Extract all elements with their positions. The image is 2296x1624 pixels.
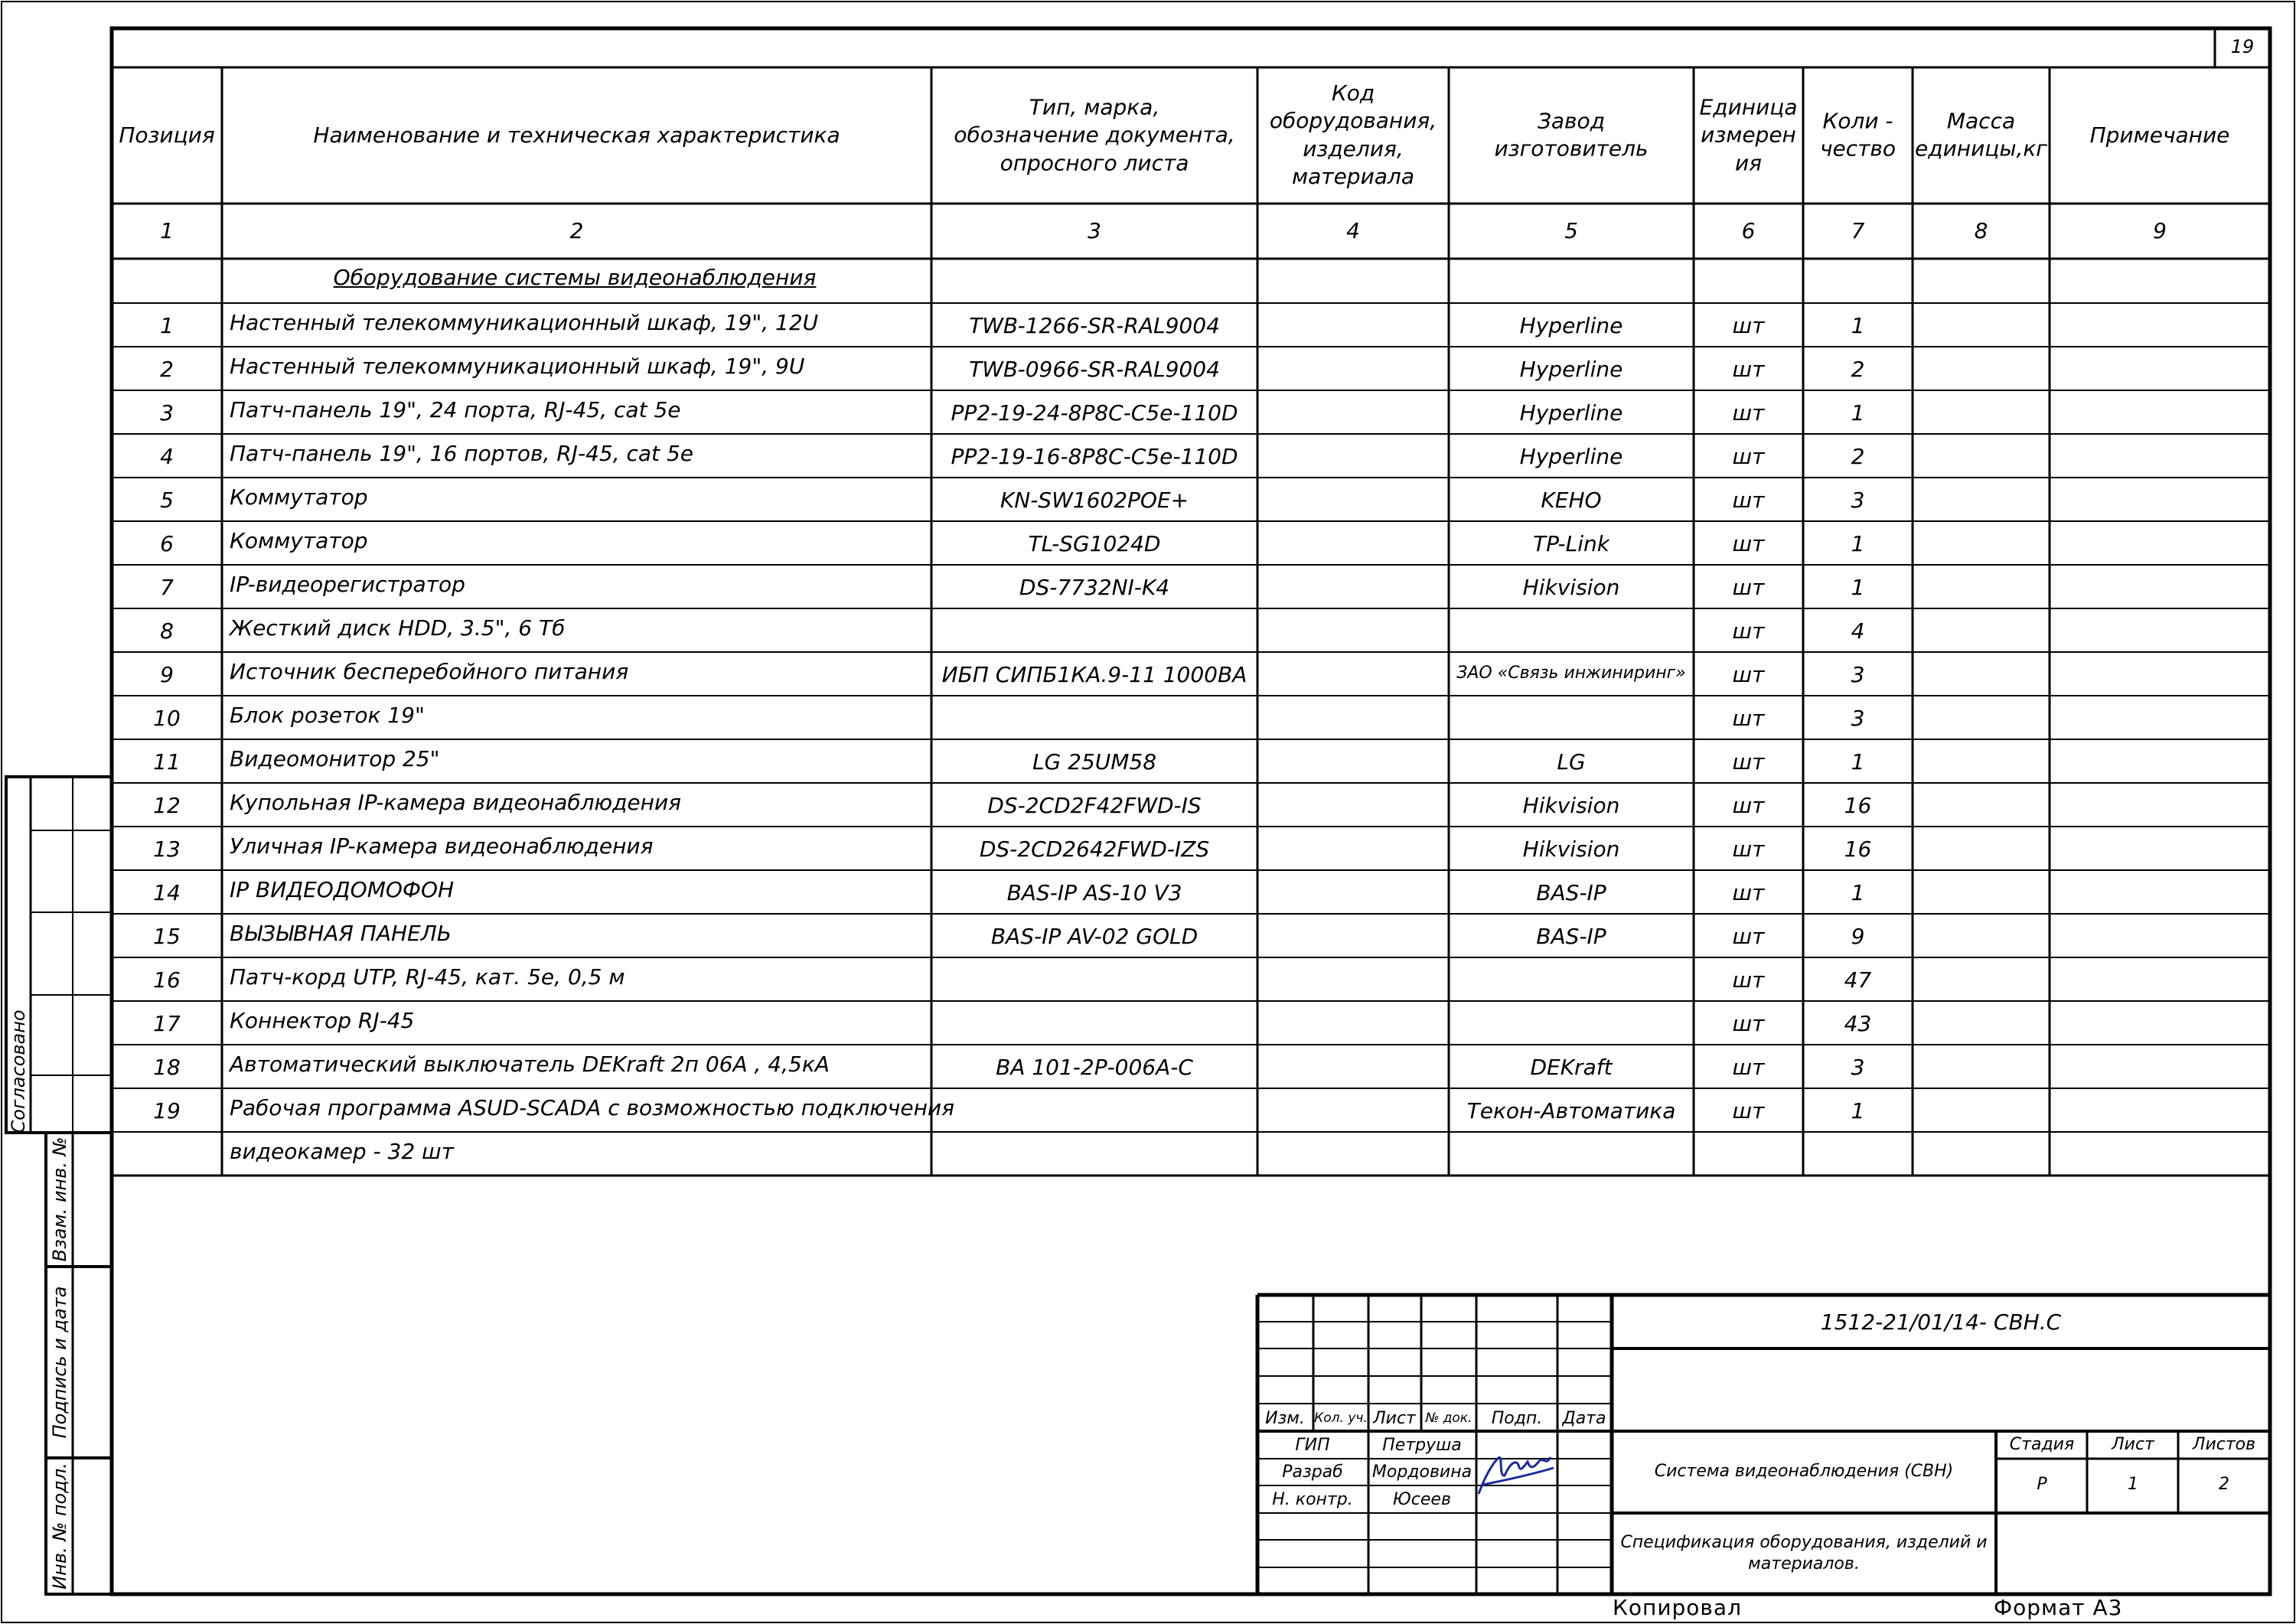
cell-unit: шт	[1732, 749, 1765, 774]
cell-unit: шт	[1732, 1055, 1765, 1080]
name-gip: Петруша	[1382, 1436, 1462, 1455]
column-header-3: Тип, марка, обозначение документа, опросного листа	[954, 94, 1235, 176]
cell-type: BAS-IP AV-02 GOLD	[990, 924, 1199, 949]
column-header-6: Единица измерен ия	[1699, 94, 1798, 176]
cell-unit: шт	[1732, 793, 1765, 818]
column-number-9: 9	[2153, 218, 2167, 243]
cell-pos: 9	[160, 662, 174, 687]
cell-unit: шт	[1732, 1098, 1765, 1123]
cell-type: ВА 101-2Р-006А-С	[996, 1055, 1193, 1080]
cell-qty: 43	[1844, 1011, 1872, 1036]
cell-maker: Hyperline	[1519, 444, 1623, 469]
hdr-izm: Изм.	[1265, 1409, 1305, 1428]
cell-unit: шт	[1732, 575, 1765, 600]
cell-type: TL-SG1024D	[1028, 531, 1161, 556]
name-razrab: Мордовина	[1371, 1463, 1473, 1482]
cell-name: Патч-корд UTP, RJ-45, кат. 5е, 0,5 м	[230, 964, 625, 990]
cell-qty: 4	[1851, 618, 1865, 644]
cell-unit: шт	[1732, 618, 1765, 644]
cell-pos: 14	[153, 880, 181, 905]
cell-unit: шт	[1732, 662, 1765, 687]
cell-name: видеокамер - 32 шт	[230, 1139, 454, 1164]
cell-name: Уличная IP-камера видеонаблюдения	[230, 833, 654, 859]
cell-qty: 9	[1851, 924, 1865, 949]
cell-maker: TP-Link	[1533, 531, 1609, 556]
cell-unit: шт	[1732, 880, 1765, 905]
sheet-label: Лист	[2112, 1435, 2154, 1454]
sign-date-label: Подпись и дата	[49, 1286, 70, 1439]
cell-name: Коммутатор	[230, 484, 368, 510]
cell-name: Патч-панель 19", 16 портов, RJ-45, cat 5e	[230, 441, 693, 466]
cell-name: Рабочая программа ASUD-SCADA с возможностью подключения	[230, 1095, 954, 1120]
cell-qty: 1	[1851, 313, 1865, 338]
cell-type: PP2-19-16-8P8C-C5e-110D	[951, 444, 1238, 469]
cell-name: IP ВИДЕОДОМОФОН	[230, 877, 455, 902]
cell-qty: 47	[1844, 967, 1872, 993]
column-header-1: Позиция	[119, 122, 215, 148]
cell-pos: 11	[153, 749, 181, 774]
cell-name: Настенный телекоммуникационный шкаф, 19", 9U	[230, 354, 805, 379]
column-number-6: 6	[1741, 218, 1756, 243]
cell-unit: шт	[1732, 836, 1765, 862]
cell-pos: 1	[160, 313, 174, 338]
cell-name: IP-видеорегистратор	[230, 572, 465, 597]
cell-unit: шт	[1732, 313, 1765, 338]
cell-type: TWB-0966-SR-RAL9004	[969, 357, 1220, 382]
cell-name: Источник бесперебойного питания	[230, 659, 629, 684]
column-number-3: 3	[1088, 218, 1101, 243]
cell-qty: 1	[1851, 575, 1865, 600]
copied-label: Копировал	[1613, 1595, 1742, 1620]
doc-code: 1512-21/01/14- СВН.С	[1820, 1309, 2062, 1335]
replace-inv-label: Взам. инв. №	[49, 1136, 70, 1262]
cell-unit: шт	[1732, 488, 1765, 513]
cell-type: DS-2CD2642FWD-IZS	[979, 836, 1210, 862]
cell-type: KN-SW1602POE+	[1000, 488, 1189, 513]
cell-pos: 17	[153, 1011, 181, 1036]
cell-pos: 10	[153, 706, 181, 731]
inv-orig-label: Инв. № подл.	[49, 1463, 70, 1590]
cell-pos: 7	[160, 575, 174, 600]
role-gip: ГИП	[1295, 1436, 1330, 1455]
cell-maker: Hyperline	[1519, 313, 1623, 338]
sheet-number: 19	[2230, 36, 2255, 57]
cell-pos: 15	[153, 924, 181, 949]
sheets-value: 2	[2219, 1475, 2229, 1494]
cell-maker: ЗАО «Связь инжиниринг»	[1456, 664, 1686, 683]
cell-unit: шт	[1732, 706, 1765, 731]
cell-maker: Hikvision	[1522, 575, 1620, 600]
cell-name: Настенный телекоммуникационный шкаф, 19", 12U	[230, 310, 819, 335]
cell-unit: шт	[1732, 924, 1765, 949]
cell-unit: шт	[1732, 531, 1765, 556]
sheets-label: Листов	[2192, 1435, 2256, 1454]
cell-maker: Hyperline	[1519, 400, 1623, 426]
column-header-8: Масса единицы,кг	[1915, 108, 2047, 161]
hdr-kol: Кол. уч.	[1314, 1410, 1368, 1426]
cell-type: TWB-1266-SR-RAL9004	[969, 313, 1220, 338]
cell-pos: 18	[153, 1055, 181, 1080]
hdr-date: Дата	[1562, 1409, 1606, 1428]
cell-pos: 3	[160, 400, 174, 426]
signature	[1479, 1457, 1554, 1494]
cell-pos: 6	[160, 531, 174, 556]
name-nkontr: Юсеев	[1393, 1490, 1451, 1509]
system-name: Система видеонаблюдения (СВН)	[1654, 1462, 1954, 1481]
cell-pos: 2	[160, 357, 174, 382]
cell-name: Блок розеток 19"	[230, 703, 425, 728]
cell-qty: 1	[1851, 880, 1865, 905]
column-header-7: Коли - чество	[1819, 108, 1896, 161]
role-nkontr: Н. контр.	[1272, 1490, 1353, 1509]
cell-maker: BAS-IP	[1536, 880, 1606, 905]
cell-pos: 19	[153, 1098, 181, 1123]
cell-pos: 4	[160, 444, 174, 469]
stage-value: Р	[2037, 1475, 2047, 1494]
cell-unit: шт	[1732, 444, 1765, 469]
cell-maker: Hyperline	[1519, 357, 1623, 382]
column-number-1: 1	[160, 218, 174, 243]
cell-qty: 3	[1851, 662, 1865, 687]
cell-name: Купольная IP-камера видеонаблюдения	[230, 790, 682, 815]
cell-unit: шт	[1732, 967, 1765, 993]
cell-maker: Hikvision	[1522, 836, 1620, 862]
cell-pos: 16	[153, 967, 181, 993]
cell-unit: шт	[1732, 357, 1765, 382]
cell-type: DS-2CD2F42FWD-IS	[987, 793, 1202, 818]
cell-maker: Текон-Автоматика	[1466, 1098, 1676, 1123]
hdr-podp: Подп.	[1491, 1409, 1543, 1428]
cell-name: Коммутатор	[230, 528, 368, 553]
doc-title-line2: материалов.	[1748, 1554, 1860, 1573]
cell-name: ВЫЗЫВНАЯ ПАНЕЛЬ	[230, 921, 452, 946]
format-label: Формат А3	[1994, 1595, 2123, 1620]
cell-type: BAS-IP AS-10 V3	[1006, 880, 1182, 905]
column-number-4: 4	[1346, 218, 1360, 243]
cell-name: Автоматический выключатель DEKraft 2п 06А , 4,5кА	[230, 1052, 830, 1077]
doc-title-line1: Спецификация оборудования, изделий и	[1620, 1533, 1988, 1552]
cell-qty: 2	[1851, 444, 1865, 469]
column-header-9: Примечание	[2089, 122, 2230, 148]
cell-maker: BAS-IP	[1536, 924, 1606, 949]
cell-type: LG 25UM58	[1032, 749, 1157, 774]
cell-pos: 5	[160, 488, 174, 513]
cell-pos: 8	[160, 618, 174, 644]
cell-name: Патч-панель 19", 24 порта, RJ-45, cat 5e	[230, 397, 681, 422]
column-header-5: Завод изготовитель	[1494, 108, 1649, 161]
cell-qty: 1	[1851, 400, 1865, 426]
cell-name: Жесткий диск HDD, 3.5", 6 Тб	[230, 615, 566, 641]
cell-qty: 1	[1851, 531, 1865, 556]
sheet-value: 1	[2128, 1475, 2138, 1494]
column-header-4: Код оборудования, изделия, материала	[1269, 80, 1437, 190]
cell-qty: 2	[1851, 357, 1865, 382]
cell-unit: шт	[1732, 400, 1765, 426]
stage-label: Стадия	[2009, 1435, 2075, 1454]
column-number-7: 7	[1851, 218, 1865, 243]
cell-type: PP2-19-24-8P8C-C5e-110D	[951, 400, 1238, 426]
column-number-2: 2	[569, 218, 584, 243]
cell-pos: 12	[153, 793, 181, 818]
section-title: Оборудование системы видеонаблюдения	[333, 265, 817, 290]
cell-qty: 16	[1844, 836, 1872, 862]
role-razrab: Разраб	[1282, 1463, 1343, 1482]
cell-name: Видеомонитор 25"	[230, 746, 440, 771]
column-header-2: Наименование и техническая характеристика	[313, 122, 840, 148]
cell-qty: 1	[1851, 1098, 1865, 1123]
cell-maker: Hikvision	[1522, 793, 1620, 818]
cell-maker: DEKraft	[1530, 1055, 1613, 1080]
cell-type: ИБП СИПБ1КА.9-11 1000ВА	[941, 662, 1247, 687]
cell-pos: 13	[153, 836, 181, 862]
cell-qty: 3	[1851, 488, 1865, 513]
hdr-list: Лист	[1373, 1409, 1416, 1428]
column-number-8: 8	[1974, 218, 1988, 243]
cell-qty: 3	[1851, 706, 1865, 731]
cell-maker: LG	[1557, 749, 1586, 774]
agreed-label: Согласовано	[8, 1009, 29, 1133]
cell-qty: 1	[1851, 749, 1865, 774]
column-number-5: 5	[1564, 218, 1578, 243]
cell-unit: шт	[1732, 1011, 1765, 1036]
cell-qty: 3	[1851, 1055, 1865, 1080]
cell-type: DS-7732NI-K4	[1019, 575, 1170, 600]
hdr-ndoc: № док.	[1425, 1410, 1473, 1426]
cell-qty: 16	[1844, 793, 1872, 818]
cell-maker: KEHO	[1541, 488, 1602, 513]
cell-name: Коннектор RJ-45	[230, 1008, 415, 1033]
